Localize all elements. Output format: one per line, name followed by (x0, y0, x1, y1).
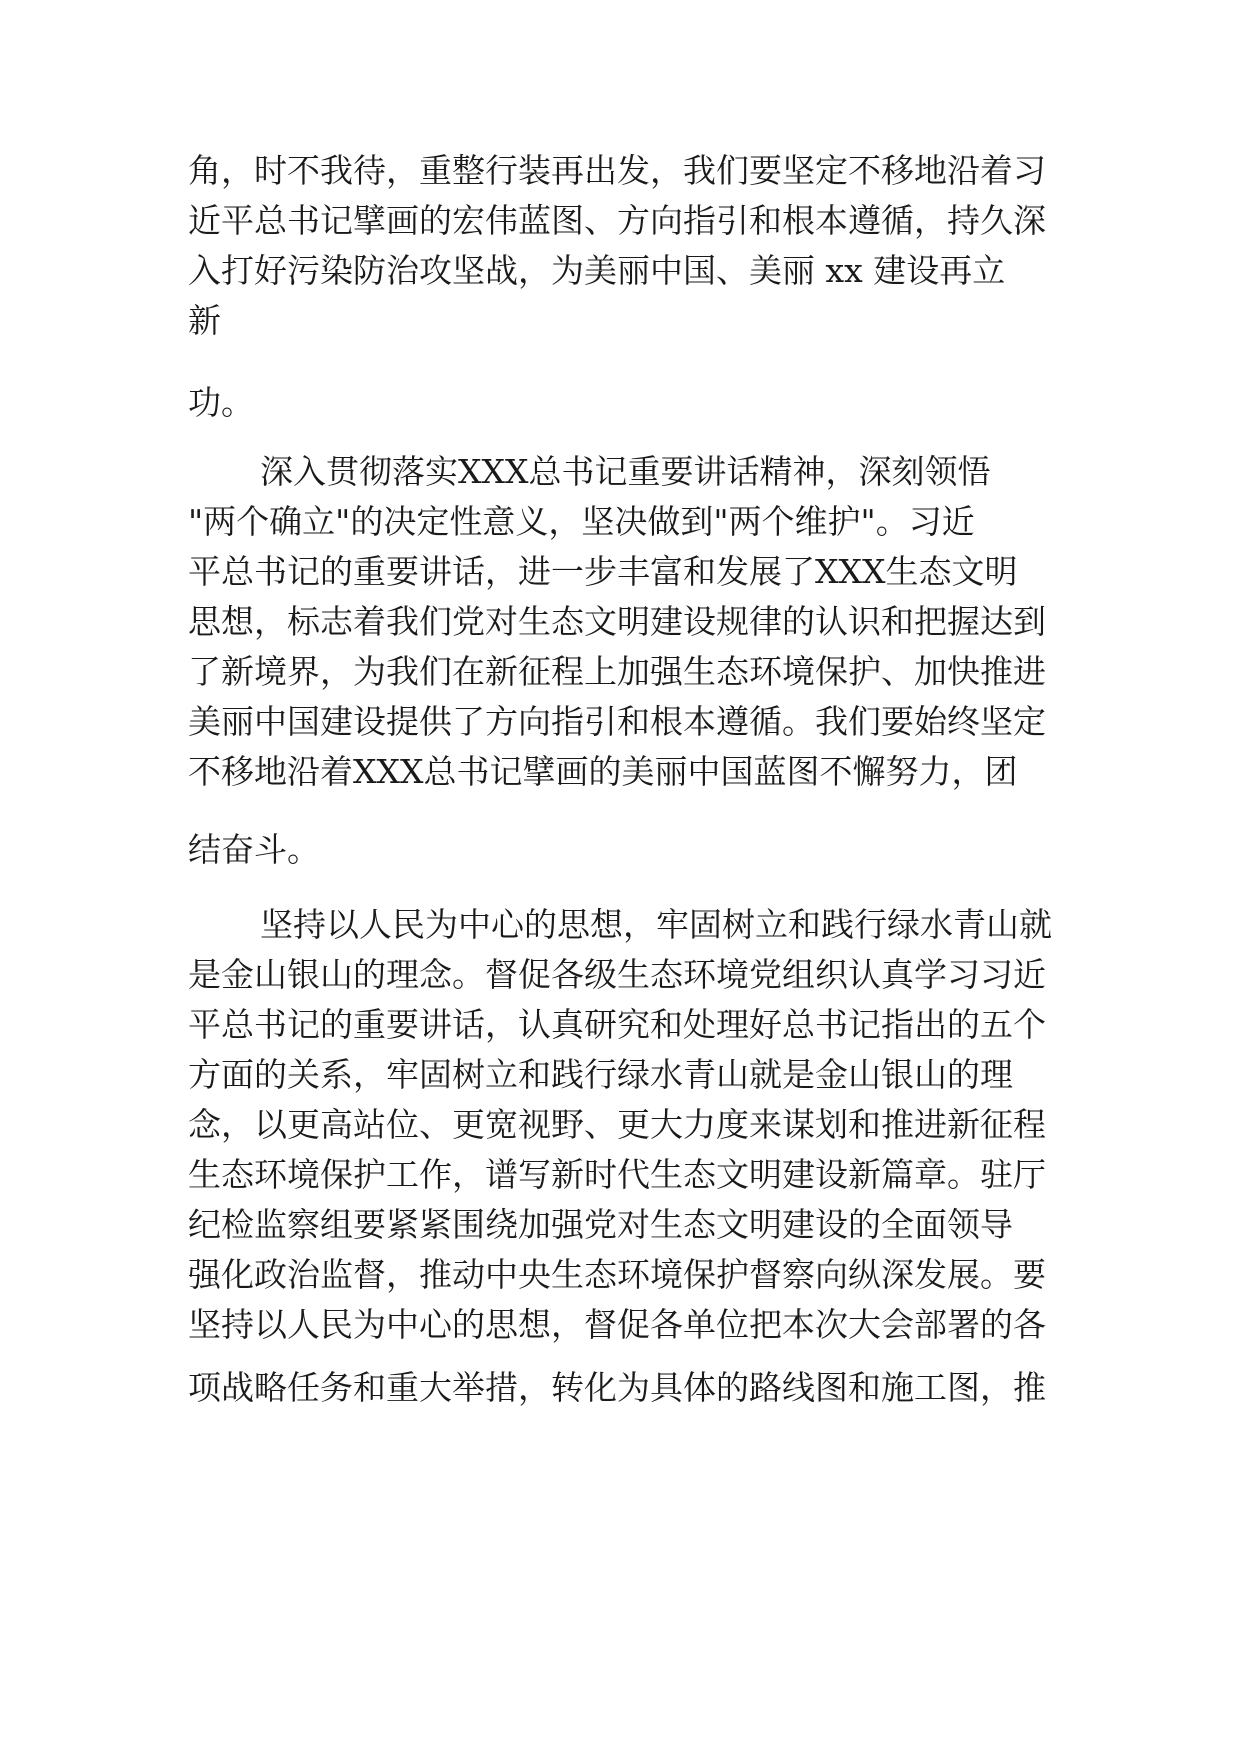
paragraph-2-line-1: 深入贯彻落实XXX总书记重要讲话精神，深刻领悟 (260, 452, 991, 491)
paragraph-3-line-10: 项战略任务和重大举措，转化为具体的路线图和施工图，推 (188, 1368, 1046, 1407)
paragraph-3-line-3: 平总书记的重要讲话，认真研究和处理好总书记指出的五个 (188, 1005, 1046, 1044)
paragraph-1-line-2: 近平总书记擘画的宏伟蓝图、方向指引和根本遵循，持久深 (188, 201, 1046, 240)
paragraph-2-line-8: 结奋斗。 (188, 830, 320, 869)
paragraph-1-line-3: 入打好污染防治攻坚战，为美丽中国、美丽 xx 建设再立 (188, 251, 1006, 290)
paragraph-1-line-5: 功。 (188, 383, 254, 422)
paragraph-3-line-2: 是金山银山的理念。督促各级生态环境党组织认真学习习近 (188, 955, 1046, 994)
paragraph-3-line-9: 坚持以人民为中心的思想，督促各单位把本次大会部署的各 (188, 1305, 1046, 1344)
paragraph-3-line-7: 纪检监察组要紧紧围绕加强党对生态文明建设的全面领导 (188, 1205, 1013, 1244)
paragraph-2-line-2: "两个确立"的决定性意义，坚决做到"两个维护"。习近 (188, 502, 975, 541)
paragraph-1-line-4: 新 (188, 301, 221, 340)
paragraph-3-line-5: 念，以更高站位、更宽视野、更大力度来谋划和推进新征程 (188, 1105, 1046, 1144)
paragraph-2-line-5: 了新境界，为我们在新征程上加强生态环境保护、加快推进 (188, 652, 1046, 691)
paragraph-3-line-1: 坚持以人民为中心的思想，牢固树立和践行绿水青山就 (260, 905, 1052, 944)
paragraph-2-line-6: 美丽中国建设提供了方向指引和根本遵循。我们要始终坚定 (188, 702, 1046, 741)
paragraph-3-line-4: 方面的关系，牢固树立和践行绿水青山就是金山银山的理 (188, 1055, 1013, 1094)
paragraph-3-line-6: 生态环境保护工作，谱写新时代生态文明建设新篇章。驻厅 (188, 1155, 1046, 1194)
paragraph-3-line-8: 强化政治监督，推动中央生态环境保护督察向纵深发展。要 (188, 1255, 1046, 1294)
paragraph-2-line-4: 思想，标志着我们党对生态文明建设规律的认识和把握达到 (188, 602, 1046, 641)
paragraph-1-line-1: 角，时不我待，重整行装再出发，我们要坚定不移地沿着习 (188, 151, 1046, 190)
paragraph-2-line-7: 不移地沿着XXX总书记擘画的美丽中国蓝图不懈努力，团 (188, 752, 1018, 791)
paragraph-2-line-3: 平总书记的重要讲话，进一步丰富和发展了XXX生态文明 (188, 552, 1018, 591)
